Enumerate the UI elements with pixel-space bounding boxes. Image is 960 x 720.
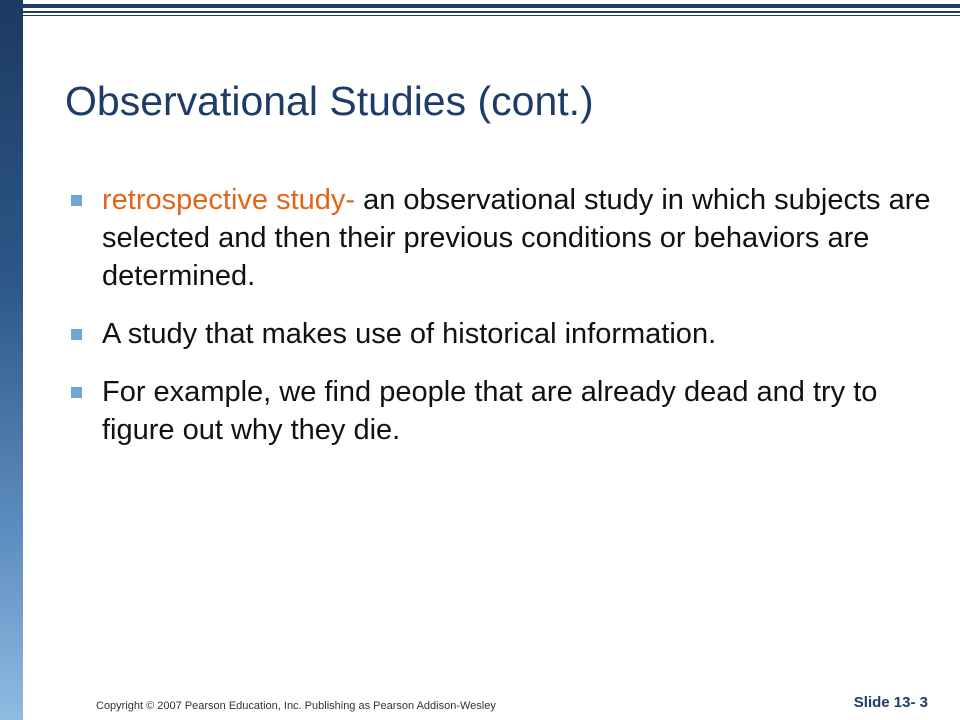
bullet-item-historical-information [65,315,935,353]
bullet-list [65,181,935,469]
top-rule-thin [23,15,960,16]
top-rule-thick [23,4,960,8]
top-rule-medium [23,11,960,13]
bullet-item-retrospective-study [65,181,935,295]
bullet-item-example [65,373,935,449]
slide-title: Observational Studies (cont.) [65,78,594,124]
top-decorative-rules [23,0,960,20]
bullet-text: A study that makes use of historical information. [102,318,717,350]
square-bullet-icon [71,329,82,340]
term-highlight: retrospective study- [102,184,356,216]
slide-number: Slide 13- 3 [853,694,928,711]
copyright-notice: Copyright © 2007 Pearson Education, Inc. Publishing as Pearson Addison-Wesley [96,700,496,712]
square-bullet-icon [71,387,82,398]
square-bullet-icon [71,195,82,206]
bullet-text: For example, we find people that are already dead and try to figure out why they die. [102,376,878,446]
left-accent-bar [0,0,23,720]
bullet-text: an observational study in which subjects are selected and then their previous conditions or behaviors are determined. [102,184,931,292]
